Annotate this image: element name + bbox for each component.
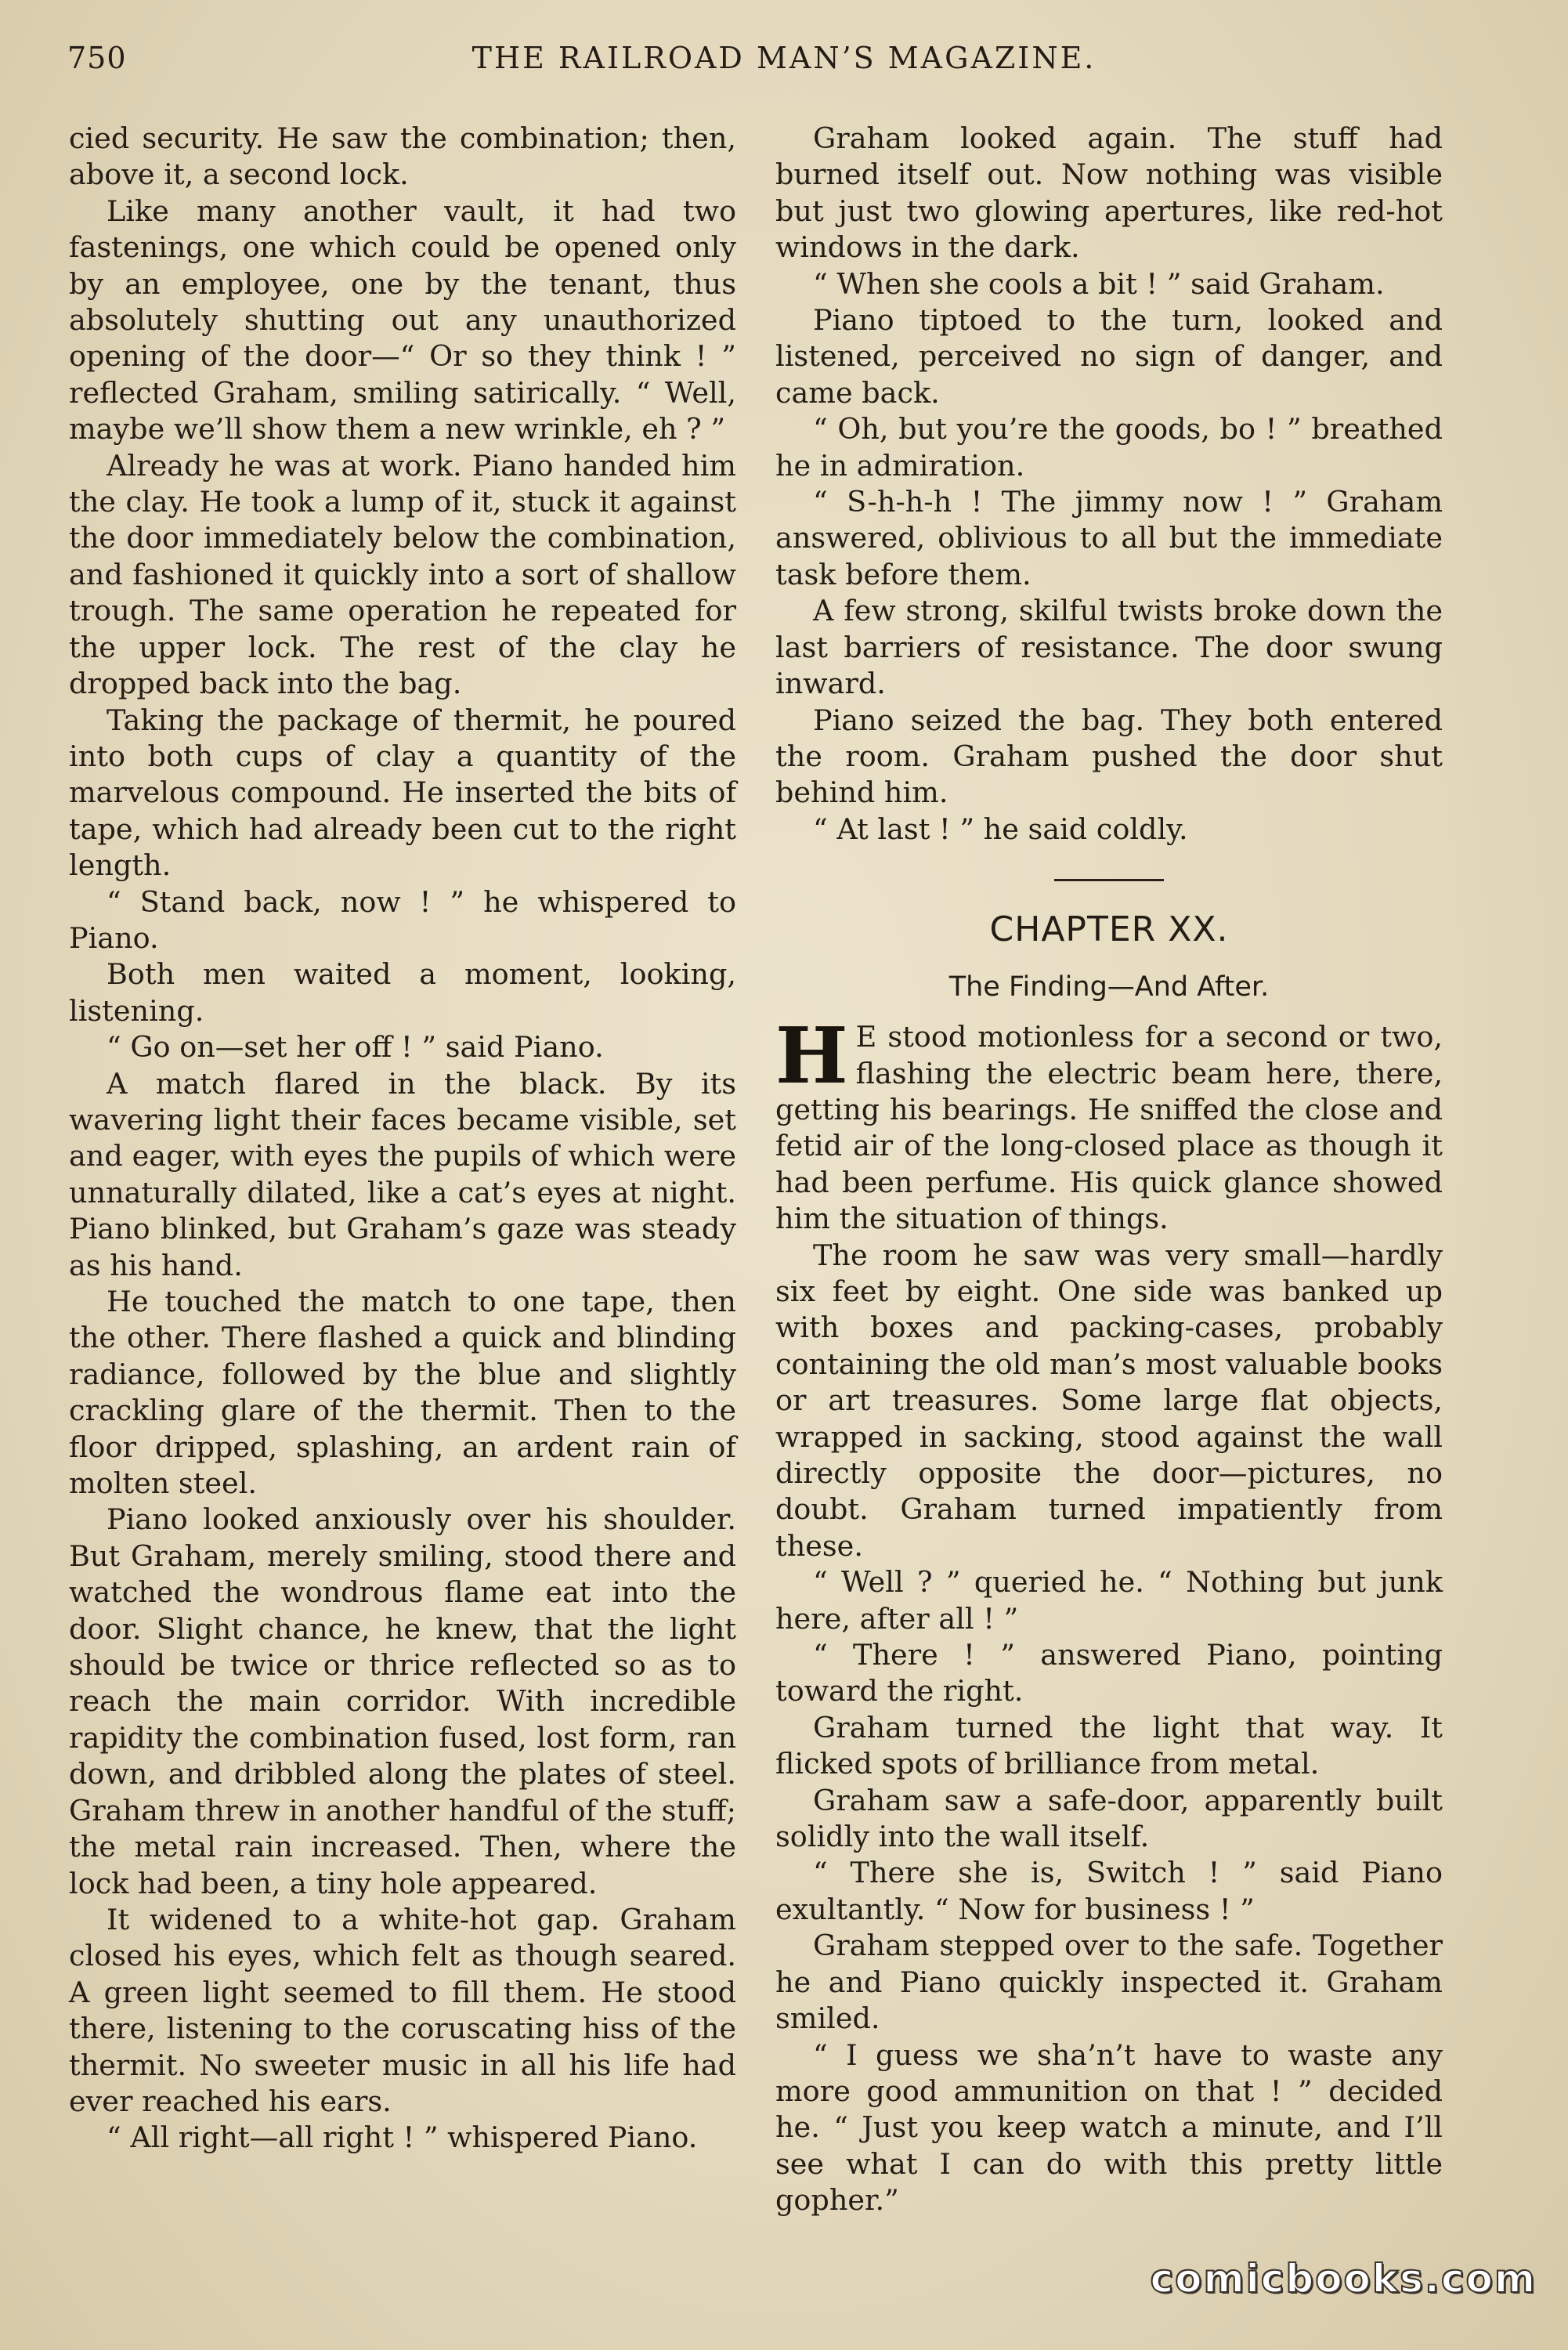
paragraph: A match flared in the black. By its wavering light their faces became visible, set and eager, with eyes the pupils of which were unnaturally dilated, like a cat’s eyes at night. Piano blinked, but Graham’s gaze was steady as his hand.: [69, 1066, 736, 1282]
paragraph: Graham saw a safe-door, apparently built solidly into the wall itself.: [775, 1783, 1443, 1854]
paragraph: cied security. He saw the combination; then, above it, a second lock.: [69, 121, 736, 192]
page-number: 750: [67, 41, 127, 75]
paragraph: It widened to a white-hot gap. Graham closed his eyes, which felt as though seared. A green light seemed to fill them. He stood there, listening to the coruscating hiss of the thermit. No sweeter music in all his life had ever reached his ears.: [69, 1902, 736, 2118]
paragraph: “ When she cools a bit ! ” said Graham.: [813, 266, 1385, 301]
paragraph: Piano seized the bag. They both entered the room. Graham pushed the door shut behind him.: [775, 703, 1443, 810]
left-column: [69, 121, 736, 2157]
page-header: [67, 41, 1501, 88]
paragraph: “ Oh, but you’re the goods, bo ! ” breathed he in admiration.: [775, 412, 1443, 483]
paragraph: Graham looked again. The stuff had burned itself out. Now nothing was visible but just two glowing apertures, like red-hot windows in the dark.: [775, 121, 1443, 265]
paragraph: He touched the match to one tape, then the other. There flashed a quick and blinding radiance, followed by the blue and slightly crackling glare of the thermit. Then to the floor dripped, splashing, an ardent rain of molten steel.: [69, 1285, 736, 1501]
paragraph: “ I guess we sha’n’t have to waste any more good ammunition on that ! ” decided he. “ Just you keep watch a minute, and I’ll see what I can do with this pretty little gopher.”: [775, 2037, 1443, 2218]
paragraph: Graham stepped over to the safe. Together he and Piano quickly inspected it. Graham smiled.: [775, 1929, 1443, 2036]
paragraph: Already he was at work. Piano handed him the clay. He took a lump of it, stuck it against the door immediately below the combination, and fashioned it quickly into a sort of shallow trough. The same operation he repeated for the upper lock. The rest of the clay he dropped back into the bag.: [69, 448, 736, 701]
drop-cap: H: [775, 1011, 848, 1102]
chapter-subtitle: The Finding—And After.: [948, 971, 1270, 1003]
chapter-heading: CHAPTER XX.: [989, 909, 1229, 950]
paragraph: Graham turned the light that way. It flicked spots of brilliance from metal.: [775, 1710, 1443, 1781]
paragraph: Taking the package of thermit, he poured into both cups of clay a quantity of the marvelous compound. He inserted the bits of tape, which had already been cut to the right length.: [69, 703, 736, 883]
paragraph: The room he saw was very small—hardly six feet by eight. One side was banked up with boxes and packing-cases, probably containing the old man’s most valuable books or art treasures. Some large flat objects, wrapped in sacking, stood against the wall directly opposite the door—pictures, no doubt. Graham turned impatiently from these.: [775, 1238, 1443, 1563]
section-divider: [1054, 879, 1164, 881]
paragraph: “ S-h-h-h ! The jimmy now ! ” Graham answered, oblivious to all but the immediate task before them.: [775, 485, 1443, 591]
running-title: THE RAILROAD MAN’S MAGAZINE.: [471, 41, 1097, 75]
paragraph: Like many another vault, it had two fastenings, one which could be opened only by an employee, one by the tenant, thus absolutely shutting out any unauthorized opening of the door—“ Or so they think ! ” reflected Graham, smiling satirically. “ Well, maybe we’ll show them a new wrinkle, eh ? ”: [69, 193, 736, 446]
paragraph: “ Go on—set her off ! ” said Piano.: [107, 1030, 604, 1065]
paragraph: “ Well ? ” queried he. “ Nothing but junk here, after all ! ”: [775, 1565, 1443, 1636]
opening-text: E stood motionless for a second or two, flashing the electric beam here, there, getting his bearings. He sniffed the close and fetid air of the long-closed place as though it had been perfume. His quick glance showed him the situation of things.: [775, 1020, 1443, 1236]
paragraph: “ There she is, Switch ! ” said Piano exultantly. “ Now for business ! ”: [775, 1856, 1443, 1926]
paragraph: Piano looked anxiously over his shoulder. But Graham, merely smiling, stood there and watched the wondrous flame eat into the door. Slight chance, he knew, that the light should be twice or thrice reflected so as to reach the main corridor. With incredible rapidity the combination fused, lost form, ran down, and dribbled along the plates of steel. Graham threw in another handful of the stuff; the metal rain increased. Then, where the lock had been, a tiny hole appeared.: [69, 1502, 736, 1900]
paragraph: “ Stand back, now ! ” he whispered to Piano.: [69, 884, 736, 955]
paragraph: Piano tiptoed to the turn, looked and listened, perceived no sign of danger, and came back.: [775, 303, 1443, 410]
paragraph: “ There ! ” answered Piano, pointing toward the right.: [775, 1638, 1443, 1708]
paragraph: “ All right—all right ! ” whispered Piano.: [107, 2120, 698, 2155]
watermark: comicbooks.com: [1150, 2256, 1537, 2301]
right-column: [775, 121, 1443, 2219]
paragraph: A few strong, skilful twists broke down the last barriers of resistance. The door swung inward.: [775, 594, 1443, 701]
paragraph: Both men waited a moment, looking, listening.: [69, 957, 736, 1028]
paragraph: “ At last ! ” he said coldly.: [813, 812, 1188, 846]
chapter-opening-paragraph: [775, 1011, 1443, 1237]
